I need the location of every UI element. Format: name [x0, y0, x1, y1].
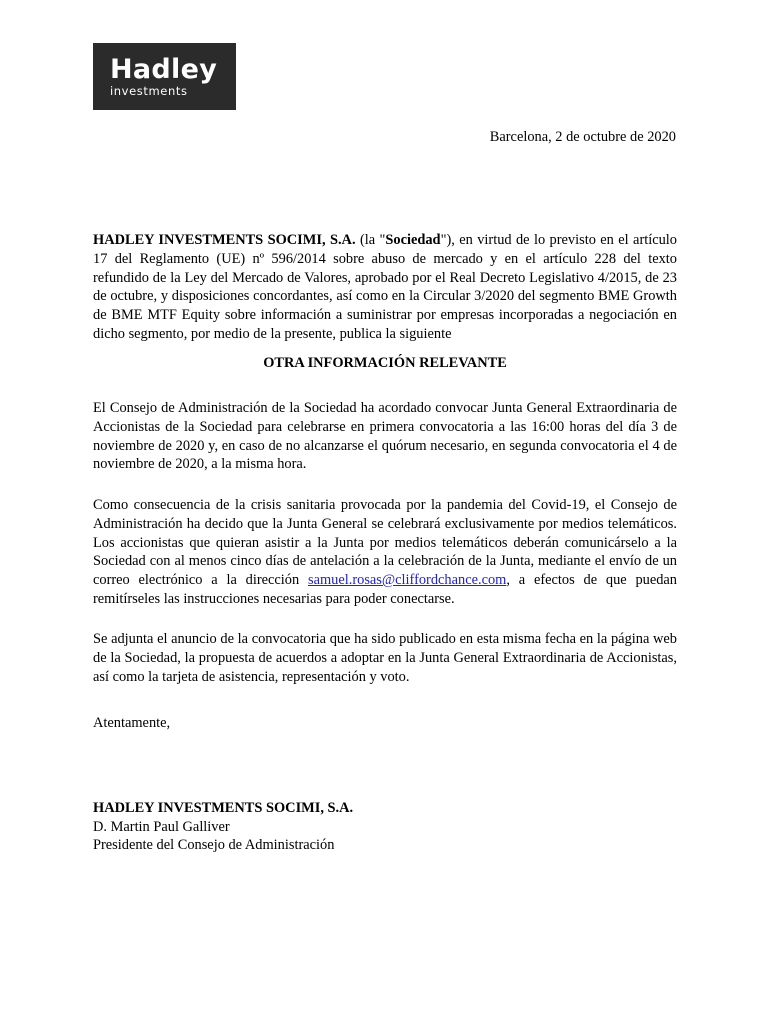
- intro-text-part2: "), en virtud de lo previsto en el artículo 17 del Reglamento (UE) nº 596/2014 sobre abuso de mercado y en el artículo 228 del texto refundido de la Ley del Mercado de Valores, aprobado por el Real Decreto Legislativo 4/2015, de 23 de octubre, y disposiciones concordantes, así como en la Circular 3/2020 del segmento BME Growth de BME MTF Equity sobre información a suministrar por empresas incorporadas a negociación en dicho segmento, por medio de la presente, publica la siguiente: [93, 232, 678, 342]
- intro-sociedad: Sociedad: [385, 232, 441, 248]
- signature-name: D. Martin Paul Galliver: [93, 818, 230, 835]
- paragraph-telematic-before: Como consecuencia de la crisis sanitaria provocada por la pandemia del Covid-19, el Consejo de Administración ha decido que la Junta General se celebrará exclusivamente por medios telemáticos. Los accionistas que quieran asistir a la Junta por medios telemáticos deberán comunicárselo a la Sociedad con al menos cinco días de antelación a la celebración de la Junta, mediante el envío de un correo electrónico a la dirección: [93, 497, 677, 589]
- signature-block: [93, 799, 353, 855]
- logo-sub-text: investments: [110, 84, 188, 98]
- date-line: Barcelona, 2 de octubre de 2020: [489, 129, 676, 145]
- paragraph-attachments: Se adjunta el anuncio de la convocatoria que ha sido publicado en esta misma fecha en la página web de la Sociedad, la propuesta de acuerdos a adoptar en la Junta General Extraordinaria de Accionistas, así como la tarjeta de asistencia, representación y voto.: [93, 631, 677, 685]
- email-link[interactable]: samuel.rosas@cliffordchance.com: [307, 572, 507, 589]
- closing-salutation: Atentamente,: [93, 715, 171, 731]
- signature-company: HADLEY INVESTMENTS SOCIMI, S.A.: [93, 800, 354, 816]
- signature-title: Presidente del Consejo de Administración: [93, 837, 335, 853]
- paragraph-telematic: [93, 496, 677, 609]
- intro-text-part1: (la ": [355, 232, 386, 248]
- paragraph-telematic-after: , a efectos de que puedan remitírseles las instrucciones necesarias para poder conectarse.: [93, 572, 678, 607]
- logo-brand-text: Hadley: [110, 54, 218, 85]
- intro-paragraph: [93, 231, 677, 344]
- intro-company-name: HADLEY INVESTMENTS SOCIMI, S.A.: [93, 232, 356, 248]
- section-heading: OTRA INFORMACIÓN RELEVANTE: [263, 355, 507, 371]
- company-logo: [93, 43, 236, 110]
- paragraph-convocatoria: El Consejo de Administración de la Sociedad ha acordado convocar Junta General Extraordinaria de Accionistas de la Sociedad para celebrarse en primera convocatoria a las 16:00 horas del día 3 de noviembre de 2020 y, en caso de no alcanzarse el quórum necesario, en segunda convocatoria el 4 de noviembre de 2020, a la misma hora.: [93, 400, 677, 473]
